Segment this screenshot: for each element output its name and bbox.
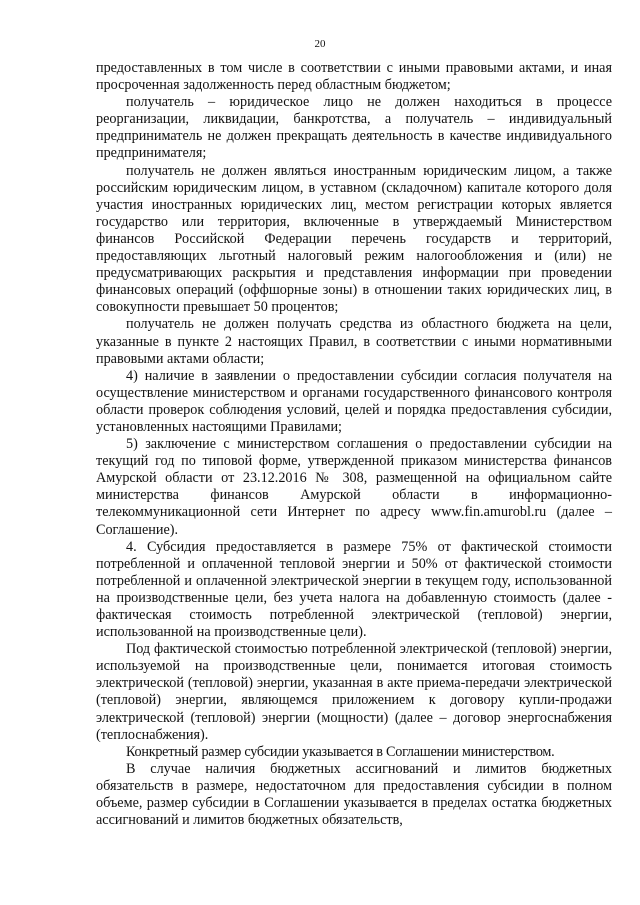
paragraph-other-funds: получатель не должен получать средства из областного бюджета на цели, указанные в пункте 2 настоящих Правил, в соответствии с иными нормативными правовыми актами области; xyxy=(96,316,612,367)
paragraph-continuation: предоставленных в том числе в соответствии с иными правовыми актами, и иная просроченная задолженность перед областным бюджетом; xyxy=(96,60,612,94)
paragraph-item-5-agreement: 5) заключение с министерством соглашения о предоставлении субсидии на текущий год по типовой форме, утвержденной приказом министерства финансов Амурской области от 23.12.2016 № 308, размещенной на официальном сайте министерства финансов Амурской области в информационно-телекоммуникационной сети Интернет по адресу www.fin.amurobl.ru (далее – Соглашение). xyxy=(96,436,612,538)
paragraph-item-4-consent: 4) наличие в заявлении о предоставлении субсидии согласия получателя на осуществление министерством и органами государственного финансового контроля области проверок соблюдения условий, целей и порядка предоставления субсидии, установленных настоящими Правилами; xyxy=(96,367,612,435)
paragraph-specific-amount: Конкретный размер субсидии указывается в Соглашении министерством. xyxy=(126,743,555,760)
paragraph-actual-cost: Под фактической стоимостью потребленной электрической (тепловой) энергии, используемой на производственные цели, понимается итоговая стоимость электрической (тепловой) энергии, указанная в акте приема-передачи электрической (тепловой) энергии, являющемся приложением к договору купли-продажи электрической (тепловой) энергии (мощности) (далее – договор энергоснабжения (теплоснабжения). xyxy=(96,641,612,743)
paragraph-insufficient-budget: В случае наличия бюджетных ассигнований и лимитов бюджетных обязательств в размере, недостаточном для предоставления субсидии в полном объеме, размер субсидии в Соглашении указывается в пределах остатка бюджетных ассигнований и лимитов бюджетных обязательств, xyxy=(96,760,612,829)
document-body xyxy=(96,60,612,829)
page-number: 20 xyxy=(314,38,326,50)
paragraph-reorganization: получатель – юридическое лицо не должен находиться в процессе реорганизации, ликвидации, банкротства, а получатель – индивидуальный предприниматель не должен прекращать деятельность в качестве индивидуального предпринимателя; xyxy=(96,94,612,162)
paragraph-section-4-subsidy: 4. Субсидия предоставляется в размере 75% от фактической стоимости потребленной и оплаченной тепловой энергии и 50% от фактической стоимости потребленной и оплаченной электрической энергии в текущем году, использованной на производственные цели, без учета налога на добавленную стоимость (далее - фактическая стоимость потребленной электрической (тепловой) энергии, использованной на производственные цели). xyxy=(96,538,612,641)
paragraph-foreign-entity: получатель не должен являться иностранным юридическим лицом, а также российским юридическим лицом, в уставном (складочном) капитале которого доля участия иностранных юридических лиц, местом регистрации которых является государство или территория, включенные в утверждаемый Министерством финансов Российской Федерации перечень государств и территорий, предоставляющих льготный налоговый режим налогообложения и (или) не предусматривающих раскрытия и представления информации при проведении финансовых операций (оффшорные зоны) в отношении таких юридических лиц, в совокупности превышает 50 процентов; xyxy=(96,162,612,316)
